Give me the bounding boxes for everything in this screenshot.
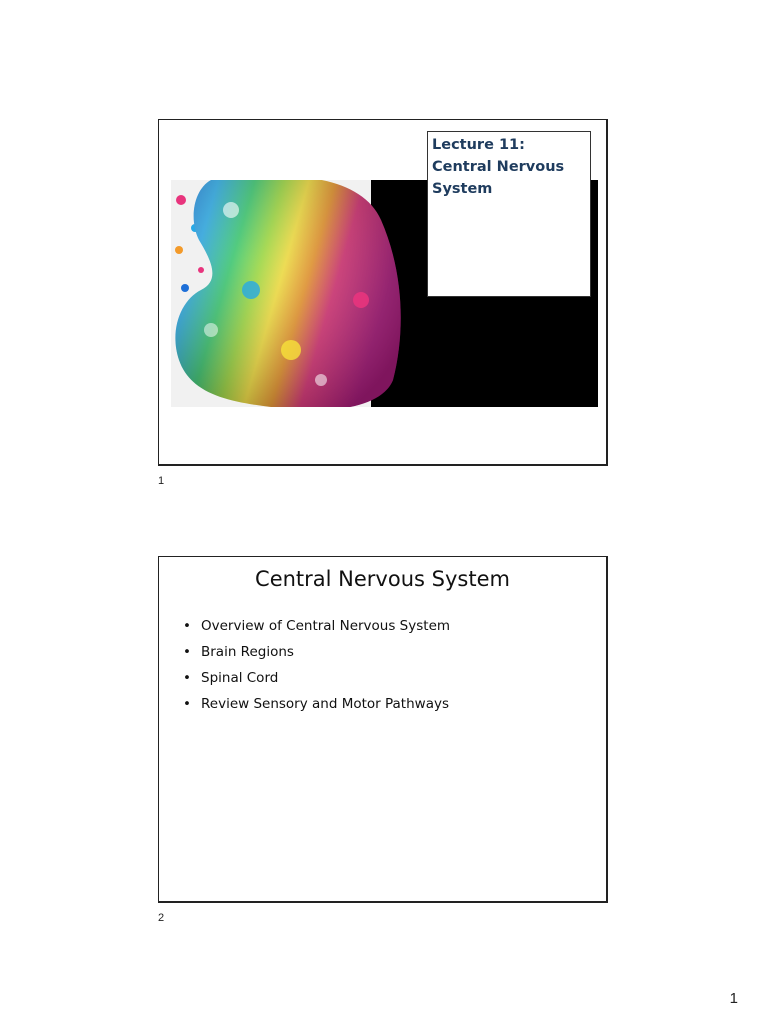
slide-title: Central Nervous System — [255, 567, 510, 591]
list-item — [183, 613, 450, 639]
lecture-title-line: System — [432, 181, 493, 197]
lecture-title-line: Central Nervous — [432, 159, 565, 175]
list-item — [183, 639, 450, 665]
bullet-symbol: • — [183, 670, 191, 686]
bullet-list — [183, 613, 450, 717]
bullet-symbol: • — [183, 696, 191, 712]
list-item — [183, 665, 450, 691]
bullet-symbol: • — [183, 618, 191, 634]
bullet-text: Overview of Central Nervous System — [201, 618, 451, 634]
list-item — [183, 691, 450, 717]
lecture-title-box — [427, 131, 591, 297]
bullet-text: Spinal Cord — [201, 670, 279, 686]
slide-1 — [158, 119, 608, 466]
lecture-title-line: Lecture 11: — [432, 137, 525, 153]
page-number: 1 — [729, 990, 738, 1007]
slide-2 — [158, 556, 608, 903]
slide-number: 2 — [158, 912, 165, 924]
bullet-symbol: • — [183, 644, 191, 660]
bullet-text: Brain Regions — [201, 644, 294, 660]
bullet-text: Review Sensory and Motor Pathways — [201, 696, 449, 712]
slide-number: 1 — [158, 475, 165, 487]
